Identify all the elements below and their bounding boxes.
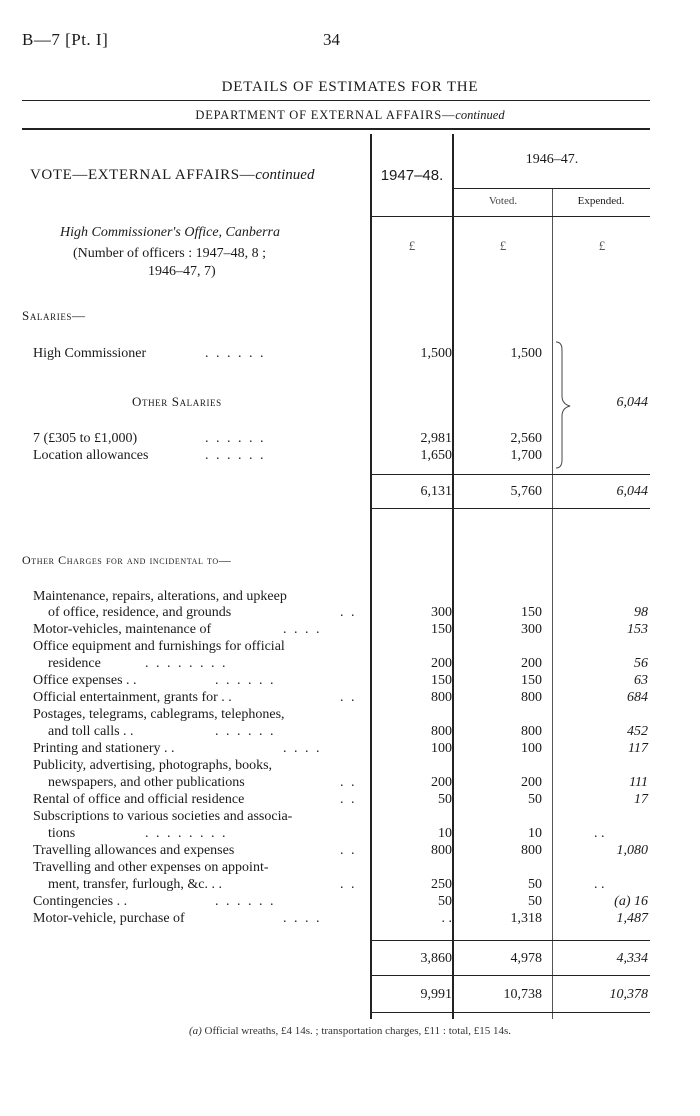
grand-total-expended: 10,378 bbox=[609, 987, 648, 1002]
charge-expended: 684 bbox=[627, 690, 648, 705]
charge-expended: 452 bbox=[627, 724, 648, 739]
charge-voted: 800 bbox=[521, 724, 542, 739]
charge-expended: . . bbox=[594, 877, 605, 892]
salary-label: Location allowances bbox=[33, 448, 149, 463]
salary-1947: 2,981 bbox=[420, 431, 452, 446]
charge-expended: 17 bbox=[634, 792, 648, 807]
charge-label-cont: residence bbox=[48, 656, 101, 671]
charge-1947: 250 bbox=[431, 877, 452, 892]
officers-count-line1: (Number of officers : 1947–48, 8 ; bbox=[73, 246, 266, 261]
charge-1947: 100 bbox=[431, 741, 452, 756]
rule-head-bottom bbox=[370, 216, 650, 217]
charge-dots: . . . . bbox=[283, 911, 322, 926]
charge-expended: 117 bbox=[628, 741, 648, 756]
charge-voted: 200 bbox=[521, 656, 542, 671]
salary-voted: 1,700 bbox=[510, 448, 542, 463]
salary-1947: 1,500 bbox=[420, 346, 452, 361]
charge-expended: . . bbox=[594, 826, 605, 841]
salary-label: High Commissioner bbox=[33, 346, 147, 361]
salaries-expended: 6,044 bbox=[616, 395, 648, 410]
charge-label: Contingencies . . bbox=[33, 894, 128, 909]
charge-1947: 10 bbox=[438, 826, 452, 841]
charge-label: Printing and stationery . . bbox=[33, 741, 175, 756]
charge-1947: 800 bbox=[431, 724, 452, 739]
charge-label: Rental of office and official residence bbox=[33, 792, 245, 807]
charge-dots: . . . . bbox=[283, 741, 322, 756]
salaries-total-rule bbox=[370, 474, 650, 475]
charge-voted: 50 bbox=[528, 877, 542, 892]
charge-voted: 800 bbox=[521, 690, 542, 705]
charges-total-expended: 4,334 bbox=[616, 951, 648, 966]
charge-expended: 63 bbox=[634, 673, 648, 688]
office-name: High Commissioner's Office, Canberra bbox=[60, 225, 280, 240]
charge-voted: 50 bbox=[528, 894, 542, 909]
charge-label-cont: newspapers, and other publications bbox=[48, 775, 245, 790]
col-header-voted: Voted. bbox=[488, 195, 518, 207]
charge-dots: . . bbox=[340, 877, 357, 892]
salaries-total-voted: 5,760 bbox=[510, 484, 542, 499]
grand-total-rule bbox=[370, 1012, 650, 1013]
charge-label: Office expenses . . bbox=[33, 673, 137, 688]
charge-label-cont: tions bbox=[48, 826, 76, 841]
charges-total-1947: 3,860 bbox=[420, 951, 452, 966]
page-id: B—7 [Pt. I] bbox=[22, 30, 109, 49]
charge-dots: . . bbox=[340, 690, 357, 705]
charge-voted: 300 bbox=[521, 622, 542, 637]
charge-dots: . . bbox=[340, 843, 357, 858]
charge-label: Official entertainment, grants for . . bbox=[33, 690, 232, 705]
charge-expended: 111 bbox=[629, 775, 648, 790]
charge-label: Subscriptions to various societies and associa- bbox=[33, 809, 293, 824]
charge-expended: (a) 16 bbox=[614, 894, 648, 909]
charge-dots: . . . . . . bbox=[215, 894, 276, 909]
charge-dots: . . bbox=[340, 775, 357, 790]
officers-count-line2: 1946–47, 7) bbox=[148, 264, 216, 279]
title-rule bbox=[22, 100, 650, 101]
salaries-total-1947: 6,131 bbox=[420, 484, 452, 499]
charges-heading: Other Charges for and incidental to— bbox=[22, 553, 232, 567]
charge-1947: 50 bbox=[438, 792, 452, 807]
salaries-total-bottom-rule bbox=[370, 508, 650, 509]
other-salaries-heading: Other Salaries bbox=[132, 394, 222, 409]
charge-1947: 150 bbox=[431, 622, 452, 637]
charge-label: Travelling allowances and expenses bbox=[33, 843, 235, 858]
charge-label-cont: and toll calls . . bbox=[48, 724, 134, 739]
charge-voted: 150 bbox=[521, 605, 542, 620]
salary-dots: . . . . . . bbox=[205, 431, 266, 446]
charge-expended: 1,487 bbox=[616, 911, 648, 926]
charge-label: Motor-vehicles, maintenance of bbox=[33, 622, 212, 637]
charges-total-voted: 4,978 bbox=[510, 951, 542, 966]
salaries-total-expended: 6,044 bbox=[616, 484, 648, 499]
charge-dots: . . . . . . bbox=[215, 673, 276, 688]
salary-dots: . . . . . . bbox=[205, 346, 266, 361]
salary-1947: 1,650 bbox=[420, 448, 452, 463]
charge-expended: 153 bbox=[627, 622, 648, 637]
col-header-1947: 1947–48. bbox=[380, 167, 444, 184]
footnote-marker: (a) bbox=[188, 1025, 202, 1037]
page-number: 34 bbox=[323, 30, 340, 49]
charge-label: Motor-vehicle, purchase of bbox=[33, 911, 185, 926]
charge-dots: . . . . . . . . bbox=[145, 656, 228, 671]
charge-dots: . . . . bbox=[283, 622, 322, 637]
charge-1947: 50 bbox=[438, 894, 452, 909]
charge-label: Postages, telegrams, cablegrams, telephones, bbox=[33, 707, 285, 722]
footnote bbox=[0, 1025, 700, 1037]
charge-dots: . . . . . . . . bbox=[145, 826, 228, 841]
charge-dots: . . bbox=[340, 792, 357, 807]
charge-voted: 100 bbox=[521, 741, 542, 756]
charge-1947: 800 bbox=[431, 690, 452, 705]
charge-1947: 200 bbox=[431, 775, 452, 790]
charge-label: Office equipment and furnishings for official bbox=[33, 639, 285, 654]
currency-voted: £ bbox=[499, 238, 507, 253]
charges-total-rule bbox=[370, 940, 650, 941]
charge-dots: . . bbox=[340, 605, 357, 620]
rule-1946-span bbox=[452, 188, 650, 189]
salary-label: 7 (£305 to £1,000) bbox=[33, 431, 138, 446]
charge-voted: 1,318 bbox=[510, 911, 542, 926]
grand-total-1947: 9,991 bbox=[420, 987, 452, 1002]
charge-1947: 200 bbox=[431, 656, 452, 671]
charge-label-cont: ment, transfer, furlough, &c. . . bbox=[48, 877, 223, 892]
col-header-expended: Expended. bbox=[577, 195, 625, 207]
vote-heading: VOTE—EXTERNAL AFFAIRS—continued bbox=[30, 167, 315, 183]
page-subtitle: DEPARTMENT OF EXTERNAL AFFAIRS—continued bbox=[195, 108, 505, 122]
col-header-1946: 1946–47. bbox=[525, 152, 579, 167]
charge-expended: 56 bbox=[634, 656, 648, 671]
charge-label: Maintenance, repairs, alterations, and upkeep bbox=[33, 589, 287, 604]
charge-expended: 98 bbox=[634, 605, 648, 620]
charge-1947: . . bbox=[441, 911, 452, 926]
grand-total-voted: 10,738 bbox=[503, 987, 542, 1002]
footnote-text: Official wreaths, £4 14s. ; transportation charges, £11 : total, £15 14s. bbox=[204, 1025, 512, 1037]
charge-voted: 800 bbox=[521, 843, 542, 858]
charge-voted: 200 bbox=[521, 775, 542, 790]
charge-voted: 150 bbox=[521, 673, 542, 688]
charge-label: Travelling and other expenses on appoint- bbox=[33, 860, 269, 875]
salary-voted: 1,500 bbox=[510, 346, 542, 361]
salary-voted: 2,560 bbox=[510, 431, 542, 446]
page-title: DETAILS OF ESTIMATES FOR THE bbox=[221, 79, 479, 95]
charge-label-cont: of office, residence, and grounds bbox=[48, 605, 232, 620]
charge-1947: 800 bbox=[431, 843, 452, 858]
charge-1947: 300 bbox=[431, 605, 452, 620]
charge-expended: 1,080 bbox=[616, 843, 648, 858]
currency-expended: £ bbox=[598, 238, 606, 253]
subtitle-rule bbox=[22, 128, 650, 130]
charge-voted: 10 bbox=[528, 826, 542, 841]
charge-dots: . . . . . . bbox=[215, 724, 276, 739]
salaries-heading: Salaries— bbox=[22, 308, 86, 323]
charge-1947: 150 bbox=[431, 673, 452, 688]
salary-dots: . . . . . . bbox=[205, 448, 266, 463]
charge-label: Publicity, advertising, photographs, books, bbox=[33, 758, 273, 773]
charges-total-bottom-rule bbox=[370, 975, 650, 976]
charge-voted: 50 bbox=[528, 792, 542, 807]
currency-1947: £ bbox=[408, 238, 416, 253]
